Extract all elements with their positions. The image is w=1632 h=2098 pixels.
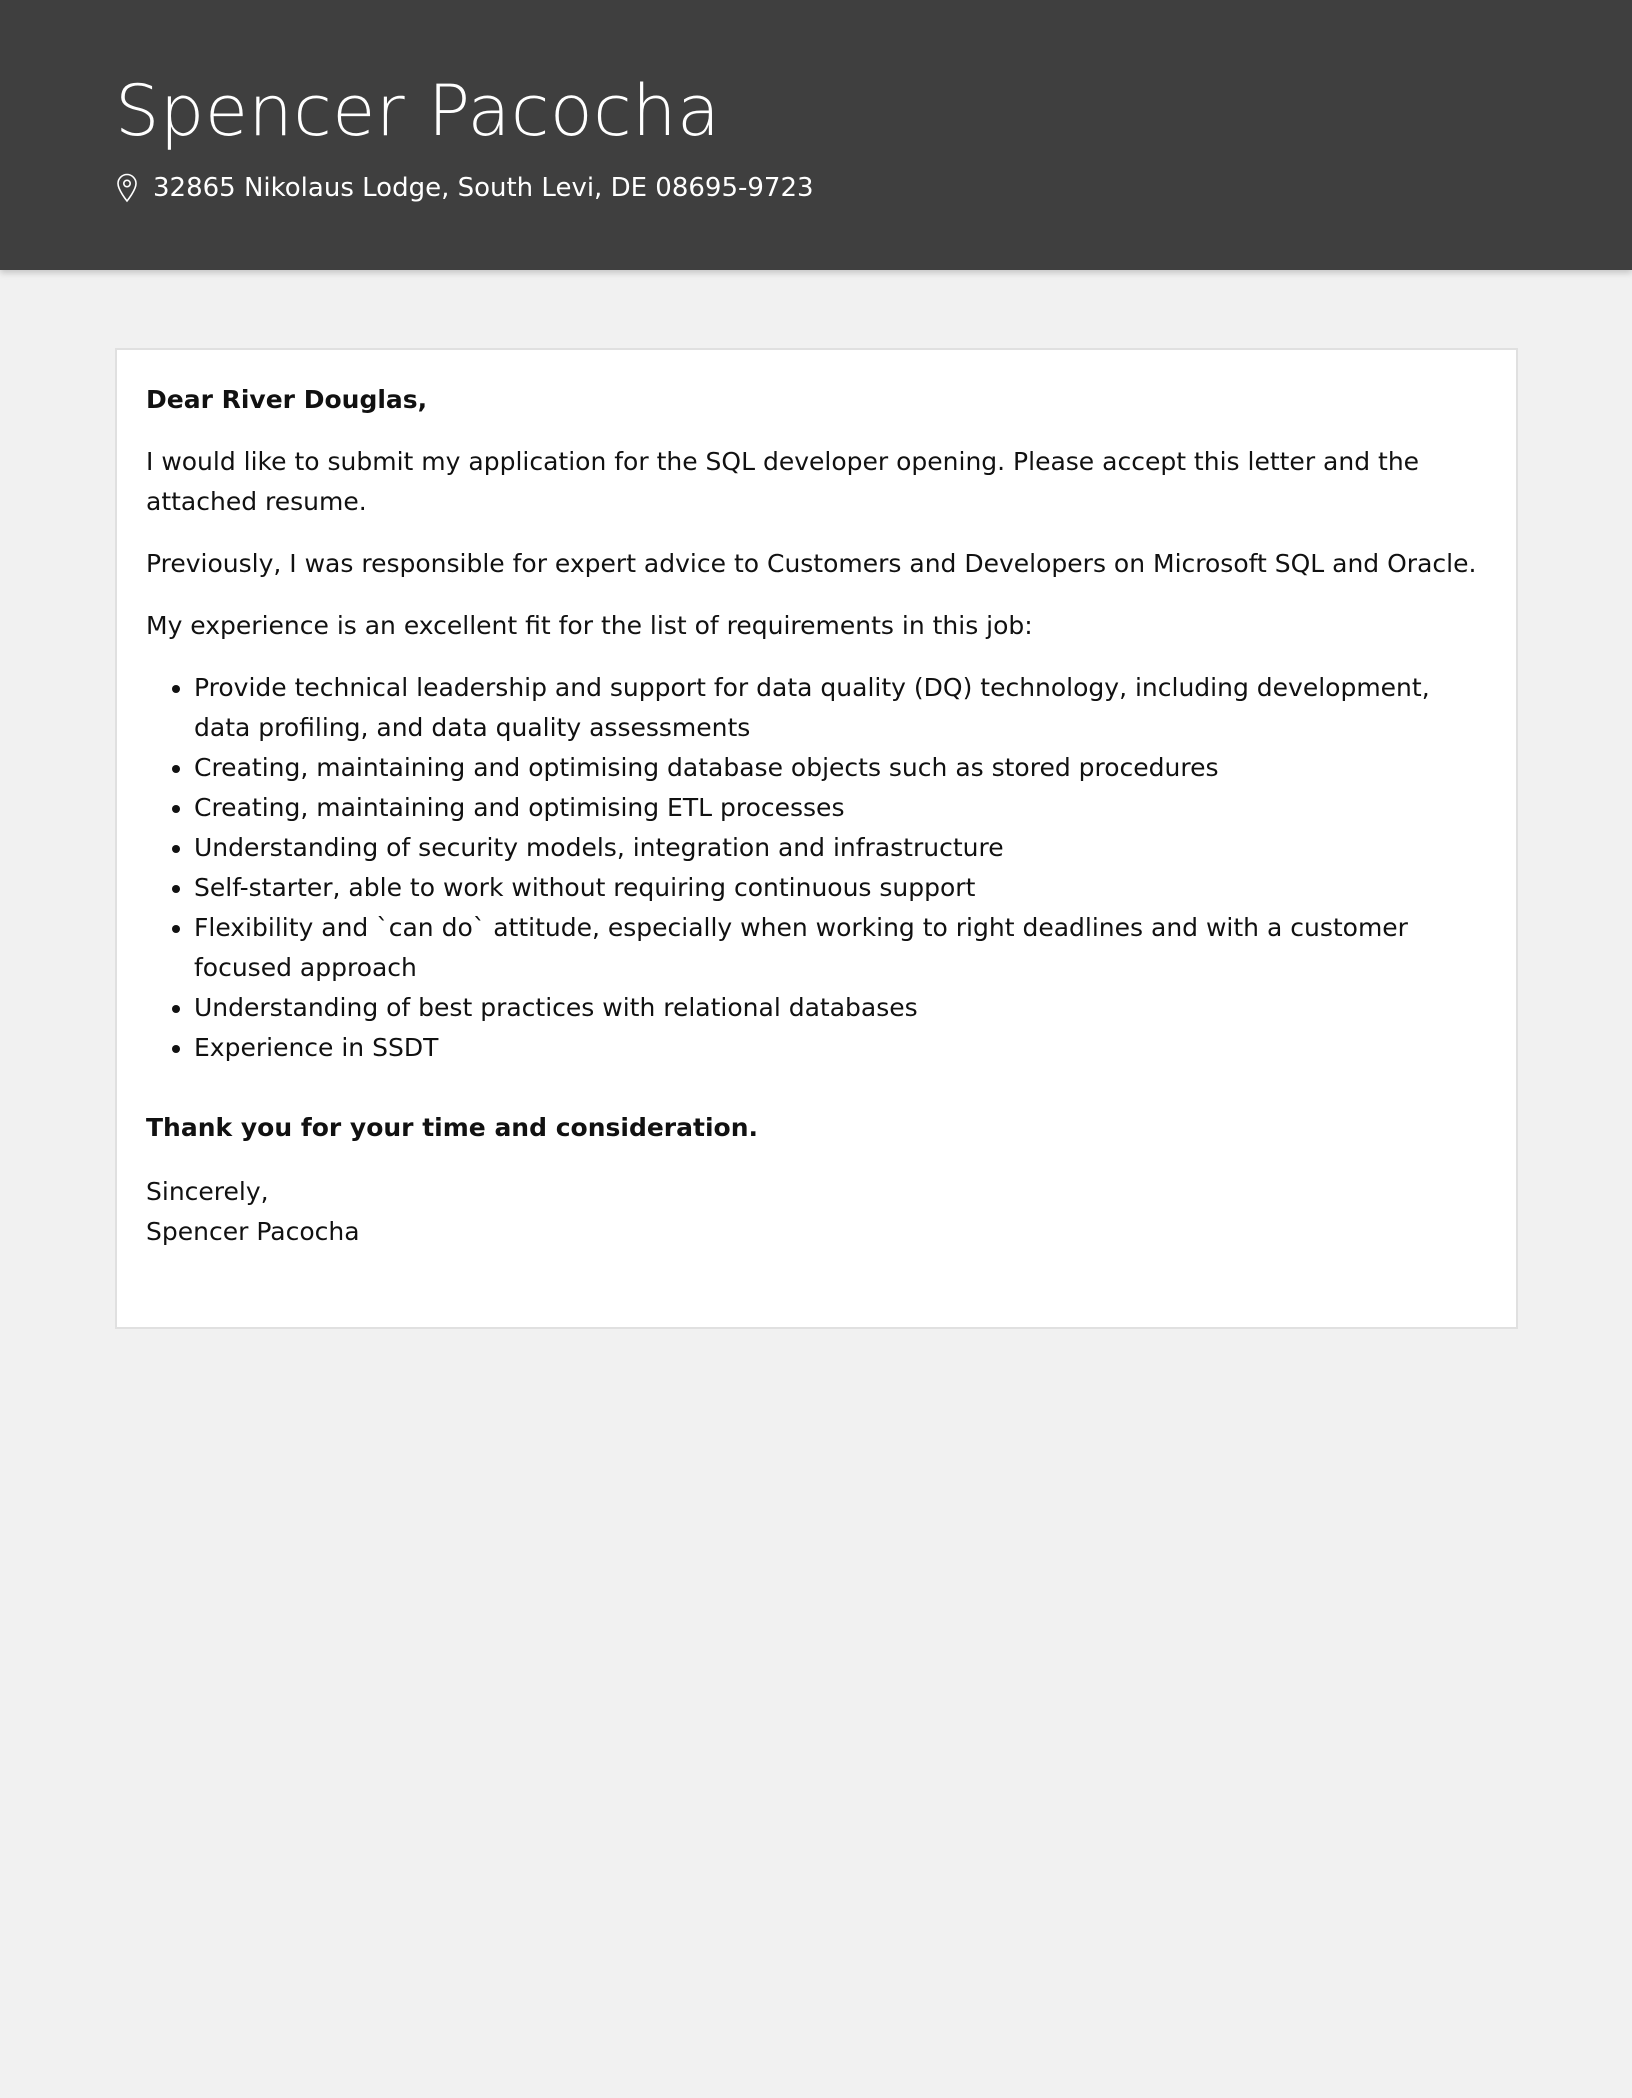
- letter-signoff: Sincerely,: [146, 1177, 269, 1206]
- requirement-item: • Creating, maintaining and optimising database objects such as stored procedures: [194, 748, 1486, 788]
- requirement-item: • Creating, maintaining and optimising ETL processes: [194, 788, 1486, 828]
- letter-signature: Spencer Pacocha: [146, 1217, 360, 1246]
- letter-closing: Thank you for your time and consideration.: [146, 1113, 758, 1142]
- letter-paragraph: My experience is an excellent fit for the list of requirements in this job:: [146, 611, 1033, 640]
- page-header: [0, 0, 1632, 270]
- letter-paragraph: Previously, I was responsible for expert advice to Customers and Developers on Microsoft SQL and Oracle.: [146, 549, 1477, 578]
- requirement-item: • Understanding of security models, integration and infrastructure: [194, 828, 1486, 868]
- map-pin-icon: [115, 173, 139, 203]
- requirement-item: • Provide technical leadership and support for data quality (DQ) technology, including development, data profiling, and data quality assessments: [194, 668, 1486, 748]
- requirement-item: • Experience in SSDT: [194, 1028, 1486, 1068]
- applicant-name: Spencer Pacocha: [115, 70, 721, 152]
- cover-letter-card: [115, 348, 1518, 1329]
- letter-salutation: Dear River Douglas,: [146, 385, 428, 414]
- requirement-item: • Flexibility and `can do` attitude, especially when working to right deadlines and with a customer focused approach: [194, 908, 1486, 988]
- address-row: [115, 168, 1632, 208]
- requirement-item: • Understanding of best practices with relational databases: [194, 988, 1486, 1028]
- applicant-address: 32865 Nikolaus Lodge, South Levi, DE 08695-9723: [153, 173, 814, 203]
- requirements-list: [146, 668, 1486, 1068]
- requirement-item: • Self-starter, able to work without requiring continuous support: [194, 868, 1486, 908]
- letter-paragraph: I would like to submit my application for the SQL developer opening. Please accept this letter and the attached resume.: [146, 447, 1420, 516]
